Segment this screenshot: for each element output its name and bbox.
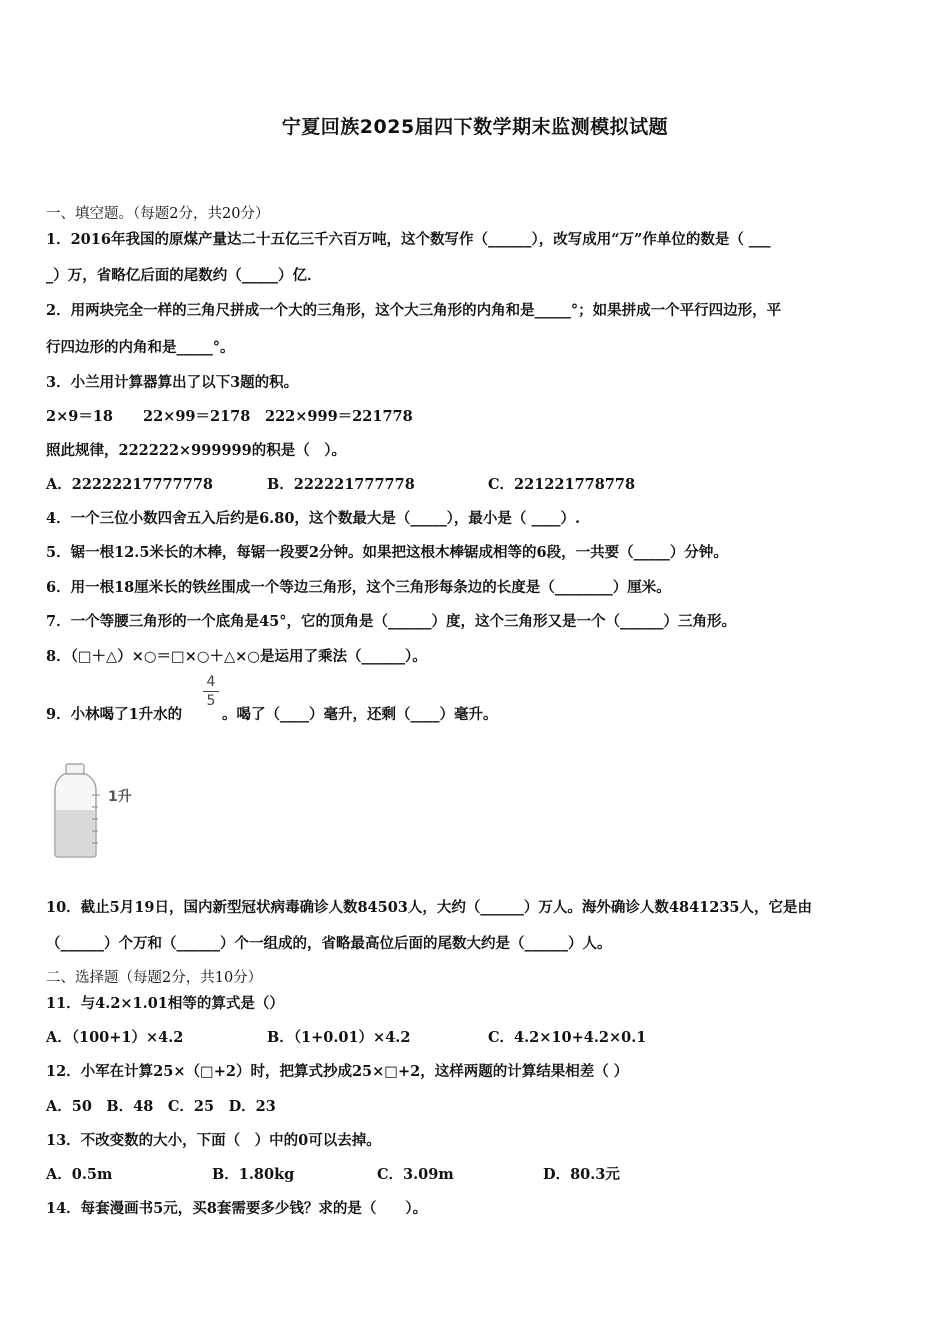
section-choice-heading: 二、选择题（每题2分，共10分） <box>46 970 263 986</box>
section-fill-in-heading: 一、填空题。（每题2分，共20分） <box>46 206 270 222</box>
question-3-option-c: C．221221778778 <box>488 476 636 493</box>
question-12-options: A．50 B．48 C．25 D．23 <box>46 1098 276 1115</box>
question-5: 5．锯一根12.5米长的木棒，每锯一段要2分钟。如果把这根木棒锯成相等的6段，一共要（_____）分钟。 <box>46 544 728 561</box>
question-9-suffix: 。喝了（____）毫升，还剩（____）毫升。 <box>222 706 498 723</box>
question-6: 6．用一根18厘米长的铁丝围成一个等边三角形，这个三角形每条边的长度是（________）厘米。 <box>46 579 671 596</box>
question-2-line-1: 2．用两块完全一样的三角尺拼成一个大的三角形，这个大三角形的内角和是_____°；如果拼成一个平行四边形，平 <box>46 302 782 319</box>
question-13: 13．不改变数的大小，下面（ ）中的0可以去掉。 <box>46 1132 381 1149</box>
question-7: 7．一个等腰三角形的一个底角是45°，它的顶角是（______）度，这个三角形又是一个（______）三角形。 <box>46 613 737 630</box>
question-4: 4．一个三位小数四舍五入后约是6.80，这个数最大是（_____），最小是（ ____）. <box>46 510 580 527</box>
question-1-line-2: _）万，省略亿后面的尾数约（_____）亿． <box>46 267 322 284</box>
question-1-line-1: 1．2016年我国的原煤产量达二十五亿三千六百万吨，这个数写作（______），改写成用“万”作单位的数是（ ___ <box>46 231 771 248</box>
fraction-denominator: 5 <box>206 693 216 709</box>
water-bottle-figure <box>48 762 158 862</box>
page-title: 宁夏回族2025届四下数学期末监测模拟试题 <box>281 116 669 138</box>
question-13-option-c: C．3.09m <box>377 1166 454 1183</box>
question-2-line-2: 行四边形的内角和是_____°。 <box>46 339 235 356</box>
question-11-option-a: A．（100+1）×4.2 <box>46 1029 184 1046</box>
question-13-option-d: D．80.3元 <box>543 1166 620 1183</box>
question-3-equation-2: 22×99＝2178 <box>143 408 251 425</box>
fraction-four-fifths <box>202 674 220 709</box>
question-3-option-b: B．222221777778 <box>267 476 415 493</box>
question-3-equation-1: 2×9＝18 <box>46 408 114 425</box>
question-3-equation-3: 222×999＝221778 <box>265 408 413 425</box>
question-14: 14．每套漫画书5元，买8套需要多少钱？求的是（ ）。 <box>46 1200 428 1217</box>
bottle-cap <box>66 764 84 774</box>
question-10-line-2: （______）个万和（______）个一组成的，省略最高位后面的尾数大约是（______）人。 <box>46 935 612 952</box>
question-3-option-a: A．22222217777778 <box>46 476 213 493</box>
fraction-bar <box>203 691 219 692</box>
question-3-intro: 3．小兰用计算器算出了以下3题的积。 <box>46 374 299 391</box>
question-10-line-1: 10．截止5月19日，国内新型冠状病毒确诊人数84503人，大约（______）万人。海外确诊人数4841235人，它是由 <box>46 899 813 916</box>
fraction-numerator: 4 <box>206 674 216 690</box>
question-13-option-a: A．0.5m <box>46 1166 113 1183</box>
question-9-prefix: 9．小林喝了1升水的 <box>46 706 183 723</box>
question-12: 12．小军在计算25×（□+2）时，把算式抄成25×□+2，这样两题的计算结果相差（ ） <box>46 1063 629 1080</box>
question-11-option-c: C．4.2×10+4.2×0.1 <box>488 1029 647 1046</box>
question-11-option-b: B．（1+0.01）×4.2 <box>267 1029 411 1046</box>
question-11: 11．与4.2×1.01相等的算式是（） <box>46 995 284 1012</box>
question-3-prompt: 照此规律，222222×999999的积是（ ）。 <box>46 442 346 459</box>
question-8: 8．（□＋△）×○＝□×○＋△×○是运用了乘法（______）。 <box>46 648 427 665</box>
bottle-label: 1升 <box>108 789 132 805</box>
question-13-option-b: B．1.80kg <box>212 1166 295 1183</box>
bottle-water <box>56 810 95 856</box>
